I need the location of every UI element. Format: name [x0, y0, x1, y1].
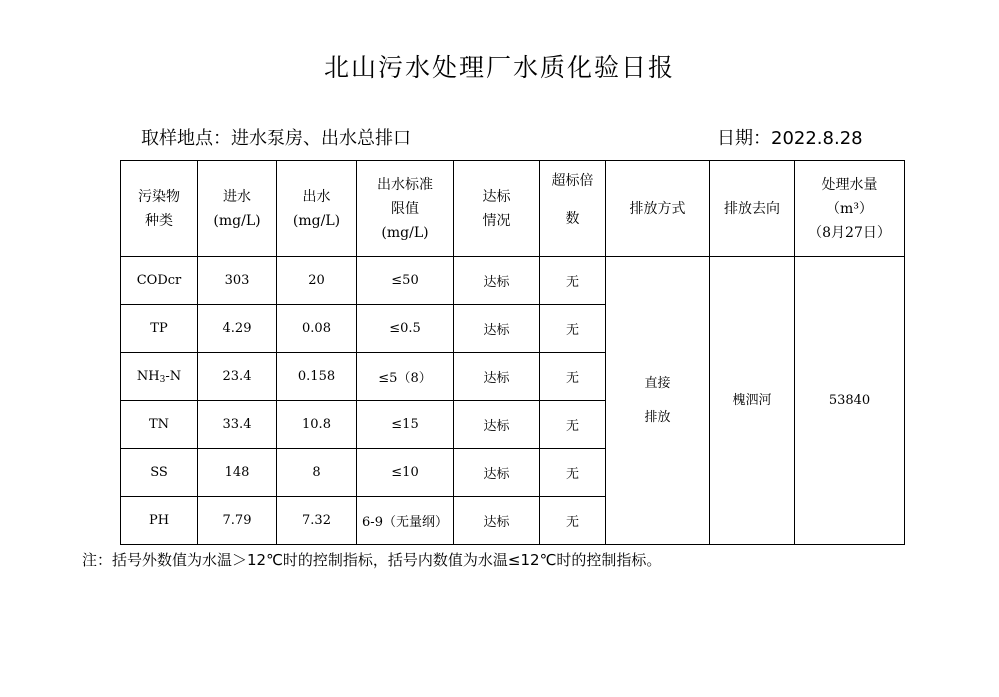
- inflow-cell: 33.4: [198, 401, 277, 449]
- exceed-cell: 无: [540, 353, 606, 401]
- limit-cell: ≤15: [357, 401, 454, 449]
- sampling-location: 取样地点：进水泵房、出水总排口: [141, 128, 411, 149]
- outflow-cell: 0.158: [277, 353, 357, 401]
- exceed-cell: 无: [540, 257, 606, 305]
- exceed-cell: 无: [540, 449, 606, 497]
- treated-volume-cell: 53840: [795, 257, 905, 545]
- pollutant-cell: TP: [121, 305, 198, 353]
- limit-cell: ≤5（8）: [357, 353, 454, 401]
- limit-cell: 6-9（无量纲）: [357, 497, 454, 545]
- discharge-destination-cell: 槐泗河: [710, 257, 795, 545]
- limit-cell: ≤10: [357, 449, 454, 497]
- status-cell: 达标: [454, 257, 540, 305]
- pollutant-cell: $NH_3-N$: [121, 353, 198, 401]
- header-status: 达标 情况: [454, 161, 540, 257]
- outflow-cell: 20: [277, 257, 357, 305]
- outflow-cell: 10.8: [277, 401, 357, 449]
- pollutant-cell: CODcr: [121, 257, 198, 305]
- header-outflow: 出水 (mg/L): [277, 161, 357, 257]
- pollutant-cell: SS: [121, 449, 198, 497]
- status-cell: 达标: [454, 449, 540, 497]
- header-exceed: 超标倍 数: [540, 161, 606, 257]
- status-cell: 达标: [454, 497, 540, 545]
- header-inflow: 进水 (mg/L): [198, 161, 277, 257]
- outflow-cell: 8: [277, 449, 357, 497]
- report-title: 北山污水处理厂水质化验日报: [323, 53, 675, 82]
- header-discharge-destination: 排放去向: [710, 161, 795, 257]
- exceed-cell: 无: [540, 401, 606, 449]
- table-row: [121, 257, 905, 305]
- exceed-cell: 无: [540, 305, 606, 353]
- pollutant-cell: TN: [121, 401, 198, 449]
- pollutant-cell: PH: [121, 497, 198, 545]
- inflow-cell: 303: [198, 257, 277, 305]
- inflow-cell: 23.4: [198, 353, 277, 401]
- header-volume: 处理水量 （m³） （8月27日）: [795, 161, 905, 257]
- header-limit: 出水标准 限值 (mg/L): [357, 161, 454, 257]
- header-pollutant: 污染物 种类: [121, 161, 198, 257]
- water-quality-table: [120, 160, 905, 545]
- inflow-cell: 148: [198, 449, 277, 497]
- inflow-cell: 4.29: [198, 305, 277, 353]
- exceed-cell: 无: [540, 497, 606, 545]
- limit-cell: ≤0.5: [357, 305, 454, 353]
- status-cell: 达标: [454, 353, 540, 401]
- discharge-method-cell: 直接 排放: [606, 257, 710, 545]
- status-cell: 达标: [454, 401, 540, 449]
- footnote: 注：括号外数值为水温＞12℃时的控制指标，括号内数值为水温≤12℃时的控制指标。: [82, 551, 662, 569]
- outflow-cell: 7.32: [277, 497, 357, 545]
- inflow-cell: 7.79: [198, 497, 277, 545]
- header-row: [121, 161, 905, 257]
- limit-cell: ≤50: [357, 257, 454, 305]
- status-cell: 达标: [454, 305, 540, 353]
- outflow-cell: 0.08: [277, 305, 357, 353]
- report-date: 日期：2022.8.28: [717, 128, 863, 149]
- header-discharge-method: 排放方式: [606, 161, 710, 257]
